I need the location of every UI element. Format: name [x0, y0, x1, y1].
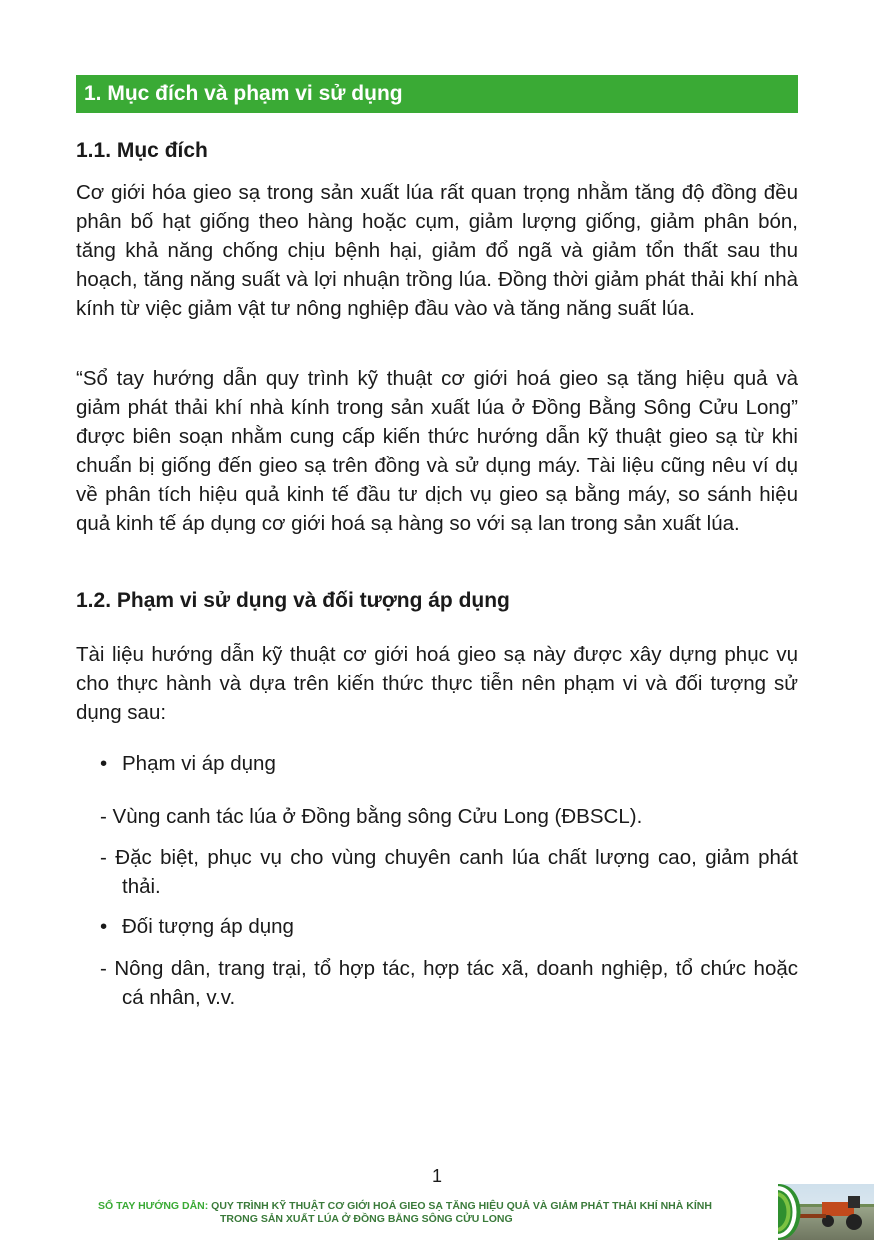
- rice-seeder-image: [778, 1184, 874, 1240]
- purpose-paragraph-2: “Sổ tay hướng dẫn quy trình kỹ thuật cơ giới hoá gieo sạ tăng hiệu quả và giảm phát thải khí nhà kính trong sản xuất lúa ở Đồng Bằng Sông Cửu Long” được biên soạn nhằm cung cấp kiến thức hướng dẫn kỹ thuật gieo sạ từ khi chuẩn bị giống đến gieo sạ trên đồng và sử dụng máy. Tài liệu cũng nêu ví dụ về phân tích hiệu quả kinh tế đầu tư dịch vụ gieo sạ bằng máy, so sánh hiệu quả kinh tế áp dụng cơ giới hoá sạ hàng so với sạ lan trong sản xuất lúa.: [76, 367, 798, 535]
- bullet-item-scope: [100, 749, 276, 778]
- page-number: 1: [431, 1166, 442, 1186]
- purpose-heading: 1.1. Mục đích: [76, 139, 208, 162]
- dash-item-specialty: - Đặc biệt, phục vụ cho vùng chuyên canh lúa chất lượng cao, giảm phát thải.: [100, 846, 798, 898]
- footer-line-1: QUY TRÌNH KỸ THUẬT CƠ GIỚI HOÁ GIEO SẠ TĂNG HIỆU QUẢ VÀ GIẢM PHÁT THẢI KHÍ NHÀ KÍNH: [211, 1200, 712, 1212]
- bullet-label: Đối tượng áp dụng: [122, 915, 294, 938]
- footer-field-photo: [778, 1184, 874, 1240]
- scope-intro: Tài liệu hướng dẫn kỹ thuật cơ giới hoá gieo sạ này được xây dựng phục vụ cho thực hành và dựa trên kiến thức thực tiễn nên phạm vi và đối tượng sử dụng sau:: [76, 643, 798, 724]
- bullet-label: Phạm vi áp dụng: [122, 752, 276, 775]
- footer-lead: SỔ TAY HƯỚNG DẪN:: [98, 1200, 209, 1212]
- bullet-item-audience: [100, 912, 294, 941]
- section-title: 1. Mục đích và phạm vi sử dụng: [84, 82, 403, 105]
- purpose-paragraph-1: Cơ giới hóa gieo sạ trong sản xuất lúa rất quan trọng nhằm tăng độ đồng đều phân bố hạt giống theo hàng hoặc cụm, giảm lượng giống, giảm phân bón, tăng khả năng chống chịu bệnh hại, giảm đổ ngã và giảm tổn thất sau thu hoạch, tăng năng suất và lợi nhuận trồng lúa. Đồng thời giảm phát thải khí nhà kính từ việc giảm vật tư nông nghiệp đầu vào và tăng năng suất lúa.: [76, 181, 798, 320]
- bullet-icon: •: [100, 752, 108, 775]
- bullet-icon: •: [100, 915, 108, 938]
- footer-line-2: TRONG SẢN XUẤT LÚA Ở ĐỒNG BẰNG SÔNG CỬU LONG: [220, 1213, 513, 1225]
- dash-item-region: - Vùng canh tác lúa ở Đồng bằng sông Cửu Long (ĐBSCL).: [100, 805, 643, 828]
- scope-heading: 1.2. Phạm vi sử dụng và đối tượng áp dụng: [76, 589, 510, 612]
- dash-item-audience: - Nông dân, trang trại, tổ hợp tác, hợp tác xã, doanh nghiệp, tổ chức hoặc cá nhân, v.v.: [100, 957, 798, 1009]
- section-title-bar: [76, 75, 798, 113]
- footer-caption: [98, 1200, 778, 1226]
